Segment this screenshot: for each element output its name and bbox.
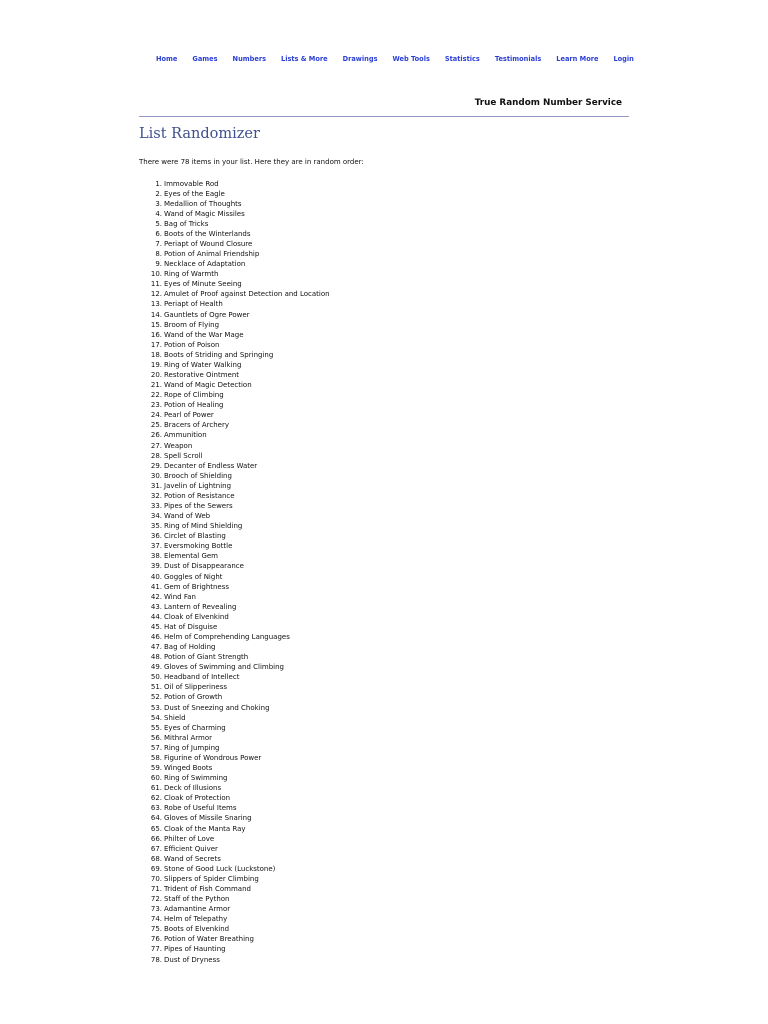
list-item-number: 40. bbox=[150, 572, 162, 581]
list-item bbox=[139, 572, 330, 582]
list-item-number: 29. bbox=[150, 461, 162, 470]
list-item bbox=[139, 289, 330, 299]
list-item-label: Bracers of Archery bbox=[164, 421, 229, 430]
list-item-label: Ammunition bbox=[164, 431, 207, 440]
list-item-label: Broom of Flying bbox=[164, 320, 220, 329]
list-item-number: 73. bbox=[150, 905, 162, 914]
list-item bbox=[139, 340, 330, 350]
list-item-number: 20. bbox=[150, 370, 162, 379]
list-item-label: Boots of Elvenkind bbox=[164, 925, 230, 934]
nav-learn-more-link[interactable]: Learn More bbox=[556, 55, 599, 63]
list-item-label: Adamantine Armor bbox=[164, 905, 231, 914]
list-item-number: 9. bbox=[155, 260, 162, 269]
list-item-label: Restorative Ointment bbox=[164, 370, 240, 379]
list-item bbox=[139, 652, 330, 662]
list-item-label: Potion of Water Breathing bbox=[164, 935, 254, 944]
list-item-number: 30. bbox=[150, 471, 162, 480]
list-item-label: Dust of Disappearance bbox=[164, 562, 244, 571]
list-item-label: Circlet of Blasting bbox=[164, 532, 226, 541]
list-item-number: 21. bbox=[150, 381, 162, 390]
list-item-label: Gauntlets of Ogre Power bbox=[164, 310, 250, 319]
list-item bbox=[139, 199, 330, 209]
list-item-label: Elemental Gem bbox=[164, 552, 218, 561]
list-item-label: Stone of Good Luck (Luckstone) bbox=[164, 864, 276, 873]
list-item-number: 52. bbox=[150, 693, 162, 702]
list-item bbox=[139, 259, 330, 269]
header-divider bbox=[139, 116, 629, 117]
list-item bbox=[139, 330, 330, 340]
list-item-number: 76. bbox=[150, 935, 162, 944]
list-item-label: Ring of Jumping bbox=[164, 743, 220, 752]
list-item-number: 55. bbox=[150, 723, 162, 732]
nav-games-link[interactable]: Games bbox=[192, 55, 218, 63]
list-item bbox=[139, 400, 330, 410]
list-item bbox=[139, 239, 330, 249]
list-item bbox=[139, 471, 330, 481]
list-item-label: Philter of Love bbox=[164, 834, 215, 843]
list-item bbox=[139, 824, 330, 834]
list-item bbox=[139, 451, 330, 461]
list-item bbox=[139, 531, 330, 541]
list-item bbox=[139, 189, 330, 199]
list-item-number: 1. bbox=[155, 179, 162, 188]
list-item-number: 34. bbox=[150, 512, 162, 521]
list-item bbox=[139, 813, 330, 823]
list-item-number: 59. bbox=[150, 764, 162, 773]
list-item bbox=[139, 622, 330, 632]
list-item bbox=[139, 420, 330, 430]
list-item-number: 32. bbox=[150, 491, 162, 500]
list-item-number: 66. bbox=[150, 834, 162, 843]
list-item-number: 3. bbox=[155, 199, 162, 208]
list-item-number: 41. bbox=[150, 582, 162, 591]
list-item bbox=[139, 692, 330, 702]
list-item bbox=[139, 612, 330, 622]
list-item-label: Potion of Healing bbox=[164, 401, 224, 410]
list-item-number: 24. bbox=[150, 411, 162, 420]
list-item-number: 42. bbox=[150, 592, 162, 601]
list-item-number: 77. bbox=[150, 945, 162, 954]
list-item-number: 58. bbox=[150, 753, 162, 762]
list-item-label: Wand of Secrets bbox=[164, 854, 221, 863]
list-item-label: Dust of Dryness bbox=[164, 955, 220, 964]
list-item bbox=[139, 672, 330, 682]
list-item-label: Cloak of Protection bbox=[164, 794, 231, 803]
list-item-number: 19. bbox=[150, 360, 162, 369]
list-item-label: Bag of Tricks bbox=[164, 219, 209, 228]
list-item bbox=[139, 854, 330, 864]
list-item bbox=[139, 904, 330, 914]
list-item-label: Ring of Water Walking bbox=[164, 360, 242, 369]
list-item-label: Pipes of the Sewers bbox=[164, 502, 233, 510]
nav-drawings-link[interactable]: Drawings bbox=[342, 55, 378, 63]
top-nav bbox=[156, 53, 649, 65]
list-item bbox=[139, 803, 330, 813]
list-item-label: Amulet of Proof against Detection and Location bbox=[164, 290, 330, 299]
list-item-label: Eyes of Minute Seeing bbox=[164, 280, 242, 289]
list-item-label: Ring of Swimming bbox=[164, 774, 228, 783]
list-item bbox=[139, 249, 330, 259]
list-item bbox=[139, 541, 330, 551]
list-item-number: 74. bbox=[150, 915, 162, 924]
list-item bbox=[139, 441, 330, 451]
list-item-label: Potion of Giant Strength bbox=[164, 653, 249, 662]
list-item bbox=[139, 561, 330, 571]
list-item-label: Mithral Armor bbox=[164, 733, 213, 742]
list-item bbox=[139, 924, 330, 934]
list-item-number: 61. bbox=[150, 784, 162, 793]
list-item-label: Potion of Poison bbox=[164, 340, 220, 349]
list-item-number: 6. bbox=[155, 229, 162, 238]
list-item-number: 2. bbox=[155, 189, 162, 198]
list-item-label: Cloak of Elvenkind bbox=[164, 612, 229, 621]
list-item-label: Boots of Striding and Springing bbox=[164, 350, 274, 359]
list-item-number: 53. bbox=[150, 703, 162, 712]
list-item-label: Figurine of Wondrous Power bbox=[164, 753, 262, 762]
list-item-number: 4. bbox=[155, 209, 162, 218]
list-item bbox=[139, 793, 330, 803]
list-item-number: 36. bbox=[150, 532, 162, 541]
list-item-number: 70. bbox=[150, 874, 162, 883]
list-item-label: Winged Boots bbox=[164, 764, 213, 773]
list-item bbox=[139, 360, 330, 370]
nav-numbers-link[interactable]: Numbers bbox=[232, 55, 266, 63]
list-item bbox=[139, 733, 330, 743]
list-item-label: Eyes of the Eagle bbox=[164, 189, 225, 198]
list-item-label: Deck of Illusions bbox=[164, 784, 222, 793]
list-item bbox=[139, 703, 330, 713]
list-item-number: 22. bbox=[150, 391, 162, 400]
nav-statistics-link[interactable]: Statistics bbox=[444, 55, 480, 63]
list-item-number: 68. bbox=[150, 854, 162, 863]
list-item-label: Oil of Slipperiness bbox=[164, 683, 227, 692]
list-item-number: 10. bbox=[150, 270, 162, 279]
list-item-number: 48. bbox=[150, 653, 162, 662]
list-item bbox=[139, 390, 330, 400]
list-item bbox=[139, 179, 330, 189]
list-item-number: 35. bbox=[150, 522, 162, 531]
list-item-number: 33. bbox=[150, 502, 162, 510]
list-item-label: Eyes of Charming bbox=[164, 723, 226, 732]
list-item bbox=[139, 713, 330, 723]
list-item bbox=[139, 299, 330, 309]
list-item-number: 39. bbox=[150, 562, 162, 571]
list-item-label: Wand of the War Mage bbox=[164, 330, 244, 339]
list-item-label: Eversmoking Bottle bbox=[164, 542, 233, 551]
list-item-number: 75. bbox=[150, 925, 162, 934]
list-item bbox=[139, 521, 330, 531]
list-item-label: Gloves of Missile Snaring bbox=[164, 814, 252, 823]
list-item-label: Hat of Disguise bbox=[164, 622, 218, 631]
list-item-label: Pearl of Power bbox=[164, 411, 214, 420]
list-item bbox=[139, 461, 330, 471]
list-item bbox=[139, 269, 330, 279]
list-item-label: Headband of Intellect bbox=[164, 673, 240, 682]
list-item bbox=[139, 662, 330, 672]
list-item-number: 47. bbox=[150, 643, 162, 652]
list-item-label: Staff of the Python bbox=[164, 895, 230, 904]
list-item bbox=[139, 219, 330, 229]
list-item-label: Wind Fan bbox=[164, 592, 196, 601]
list-item-label: Javelin of Lightning bbox=[164, 481, 232, 490]
list-item-number: 65. bbox=[150, 824, 162, 833]
nav-testimonials-link[interactable]: Testimonials bbox=[494, 55, 542, 63]
list-item-label: Weapon bbox=[164, 441, 193, 450]
list-item-label: Potion of Resistance bbox=[164, 491, 235, 500]
list-item-label: Decanter of Endless Water bbox=[164, 461, 258, 470]
list-item-number: 63. bbox=[150, 804, 162, 813]
list-item-number: 69. bbox=[150, 864, 162, 873]
list-item-number: 44. bbox=[150, 612, 162, 621]
list-item bbox=[139, 279, 330, 289]
list-item-number: 31. bbox=[150, 481, 162, 490]
list-item-number: 5. bbox=[155, 219, 162, 228]
list-item bbox=[139, 592, 330, 602]
list-item bbox=[139, 551, 330, 561]
list-item bbox=[139, 582, 330, 592]
intro-text: There were 78 items in your list. Here they are in random order: bbox=[139, 158, 364, 166]
list-item bbox=[139, 955, 330, 965]
list-item-label: Potion of Animal Friendship bbox=[164, 250, 260, 259]
nav-web-tools-link[interactable]: Web Tools bbox=[392, 55, 430, 63]
list-item bbox=[139, 773, 330, 783]
list-item-label: Bag of Holding bbox=[164, 643, 216, 652]
list-item-label: Slippers of Spider Climbing bbox=[164, 874, 259, 883]
list-item bbox=[139, 864, 330, 874]
list-item bbox=[139, 944, 330, 954]
list-item bbox=[139, 934, 330, 944]
list-item bbox=[139, 410, 330, 420]
list-item-number: 23. bbox=[150, 401, 162, 410]
nav-home-link[interactable]: Home bbox=[156, 55, 178, 63]
list-item-label: Dust of Sneezing and Choking bbox=[164, 703, 270, 712]
list-item-label: Cloak of the Manta Ray bbox=[164, 824, 246, 833]
list-item-number: 72. bbox=[150, 895, 162, 904]
list-item-number: 16. bbox=[150, 330, 162, 339]
nav-lists-more-link[interactable]: Lists & More bbox=[281, 55, 328, 63]
list-item bbox=[139, 430, 330, 440]
list-item-label: Helm of Telepathy bbox=[164, 915, 228, 924]
list-item bbox=[139, 884, 330, 894]
list-item-number: 64. bbox=[150, 814, 162, 823]
list-item-label: Shield bbox=[164, 713, 186, 722]
list-item-label: Rope of Climbing bbox=[164, 391, 224, 400]
nav-login-link[interactable]: Login bbox=[613, 55, 634, 63]
service-name: True Random Number Service bbox=[474, 98, 622, 108]
list-item bbox=[139, 632, 330, 642]
list-item-number: 18. bbox=[150, 350, 162, 359]
list-item-number: 60. bbox=[150, 774, 162, 783]
list-item-number: 26. bbox=[150, 431, 162, 440]
list-item-number: 78. bbox=[150, 955, 162, 964]
list-item-label: Wand of Magic Detection bbox=[164, 381, 252, 390]
list-item bbox=[139, 602, 330, 612]
list-item-label: Helm of Comprehending Languages bbox=[164, 633, 290, 642]
list-item-number: 57. bbox=[150, 743, 162, 752]
list-item-number: 50. bbox=[150, 673, 162, 682]
list-item-label: Immovable Rod bbox=[164, 179, 219, 188]
page-title: List Randomizer bbox=[139, 126, 260, 142]
list-item bbox=[139, 723, 330, 733]
list-item-number: 27. bbox=[150, 441, 162, 450]
list-item-label: Gem of Brightness bbox=[164, 582, 230, 591]
list-item-label: Spell Scroll bbox=[164, 451, 203, 460]
list-item-number: 54. bbox=[150, 713, 162, 722]
list-item-label: Medallion of Thoughts bbox=[164, 199, 242, 208]
list-item-label: Lantern of Revealing bbox=[164, 602, 237, 611]
list-item-number: 46. bbox=[150, 633, 162, 642]
list-item-number: 49. bbox=[150, 663, 162, 672]
list-item-number: 37. bbox=[150, 542, 162, 551]
list-item-number: 38. bbox=[150, 552, 162, 561]
list-item-label: Goggles of Night bbox=[164, 572, 223, 581]
list-item bbox=[139, 229, 330, 239]
list-item bbox=[139, 380, 330, 390]
list-item-number: 62. bbox=[150, 794, 162, 803]
list-item bbox=[139, 501, 330, 511]
randomized-list bbox=[139, 179, 330, 965]
list-item-number: 67. bbox=[150, 844, 162, 853]
list-item bbox=[139, 481, 330, 491]
list-item-number: 12. bbox=[150, 290, 162, 299]
list-item-label: Ring of Mind Shielding bbox=[164, 522, 243, 531]
list-item bbox=[139, 370, 330, 380]
list-item-label: Necklace of Adaptation bbox=[164, 260, 246, 269]
list-item bbox=[139, 682, 330, 692]
list-item bbox=[139, 310, 330, 320]
list-item-number: 11. bbox=[150, 280, 162, 289]
list-item-number: 7. bbox=[155, 239, 162, 248]
list-item bbox=[139, 320, 330, 330]
list-item bbox=[139, 914, 330, 924]
list-item-label: Periapt of Wound Closure bbox=[164, 239, 253, 248]
list-item-label: Potion of Growth bbox=[164, 693, 223, 702]
list-item-number: 13. bbox=[150, 300, 162, 309]
list-item-number: 28. bbox=[150, 451, 162, 460]
list-item-number: 51. bbox=[150, 683, 162, 692]
list-item bbox=[139, 642, 330, 652]
list-item bbox=[139, 491, 330, 501]
list-item-label: Brooch of Shielding bbox=[164, 471, 232, 480]
list-item bbox=[139, 511, 330, 521]
list-item-number: 14. bbox=[150, 310, 162, 319]
list-item-number: 17. bbox=[150, 340, 162, 349]
list-item-label: Wand of Magic Missiles bbox=[164, 209, 245, 218]
list-item-label: Wand of Web bbox=[164, 512, 211, 521]
list-item-number: 43. bbox=[150, 602, 162, 611]
list-item-label: Periapt of Health bbox=[164, 300, 223, 309]
list-item-number: 56. bbox=[150, 733, 162, 742]
list-item-label: Robe of Useful Items bbox=[164, 804, 237, 813]
list-item bbox=[139, 350, 330, 360]
list-item-label: Gloves of Swimming and Climbing bbox=[164, 663, 285, 672]
list-item-number: 15. bbox=[150, 320, 162, 329]
list-item-number: 45. bbox=[150, 622, 162, 631]
list-item bbox=[139, 783, 330, 793]
list-item-number: 71. bbox=[150, 884, 162, 893]
list-item bbox=[139, 894, 330, 904]
list-item bbox=[139, 844, 330, 854]
list-item-label: Ring of Warmth bbox=[164, 270, 219, 279]
list-item-number: 25. bbox=[150, 421, 162, 430]
list-item bbox=[139, 209, 330, 219]
list-item bbox=[139, 763, 330, 773]
list-item bbox=[139, 874, 330, 884]
list-item-label: Trident of Fish Command bbox=[164, 884, 251, 893]
list-item bbox=[139, 834, 330, 844]
list-item-label: Boots of the Winterlands bbox=[164, 229, 251, 238]
list-item-number: 8. bbox=[155, 250, 162, 259]
list-item bbox=[139, 753, 330, 763]
list-item bbox=[139, 743, 330, 753]
list-item-label: Efficient Quiver bbox=[164, 844, 218, 853]
list-item-label: Pipes of Haunting bbox=[164, 945, 226, 954]
